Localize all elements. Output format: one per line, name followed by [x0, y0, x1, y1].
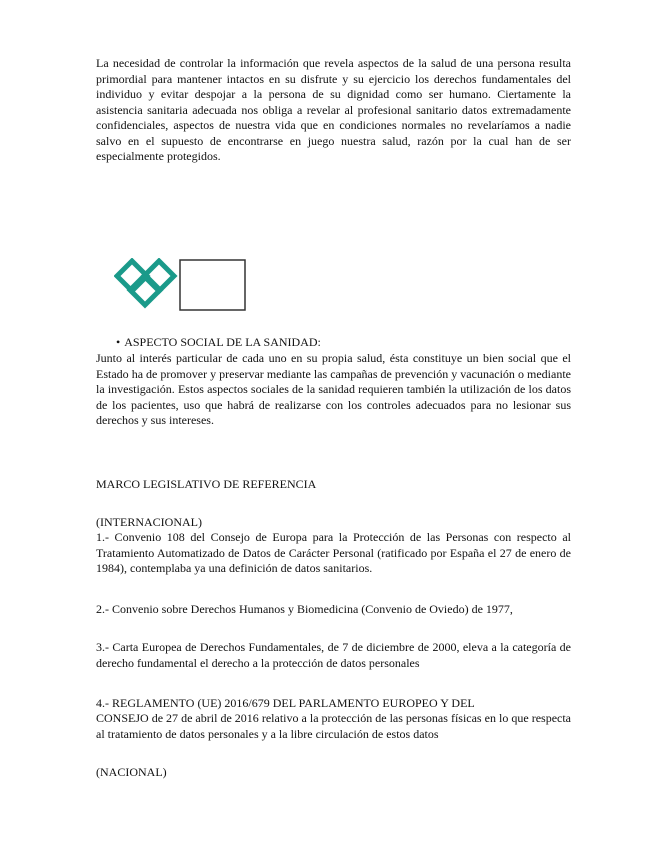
intro-paragraph: La necesidad de controlar la información que revela aspectos de la salud de una persona resulta primordial para mantener intactos en su disfrute y su ejercicio los derechos fundamentales del individuo y evitar despojar a la persona de su dignidad como ser humano. Ciertamente la asistencia sanitaria adecuada nos obliga a revelar al profesional sanitario datos extremadamente confidenciales, aspectos de nuestra vida que en condiciones normales no revelaríamos a nadie salvo en el supuesto de encontrarse en juego nuestra salud, razón por la cual han de ser especialmente protegidos.: [96, 56, 571, 163]
national-label: (NACIONAL): [96, 765, 167, 779]
legal-item-4-first-line: 4.- REGLAMENTO (UE) 2016/679 DEL PARLAMENTO EUROPEO Y DEL: [96, 696, 475, 710]
bullet-marker: •: [116, 335, 121, 349]
legal-item-3: 3.- Carta Europea de Derechos Fundamentales, de 7 de diciembre de 2000, eleva a la categoría de derecho fundamental el derecho a la protección de datos personales: [96, 640, 571, 670]
legal-framework-heading: MARCO LEGISLATIVO DE REFERENCIA: [96, 477, 317, 491]
social-heading-text: ASPECTO SOCIAL DE LA SANIDAD:: [124, 335, 321, 349]
social-paragraph: Junto al interés particular de cada uno en su propia salud, ésta constituye un bien social que el Estado ha de promover y preservar mediante las campañas de prevención y vacunación o mediante la investigación. Estos aspectos sociales de la sanidad requieren también la utilización de los datos de los pacientes, uso que habrá de realizarse con los controles adecuados para no lesionar sus derechos y sus intereses.: [96, 351, 571, 427]
diamond-logo-icon: [114, 258, 248, 314]
legal-item-2: 2.- Convenio sobre Derechos Humanos y Biomedicina (Convenio de Oviedo) de 1977,: [96, 602, 513, 616]
international-label: (INTERNACIONAL): [96, 515, 202, 529]
legal-item-1: 1.- Convenio 108 del Consejo de Europa para la Protección de las Personas con respecto al Tratamiento Automatizado de Datos de Carácter Personal (ratificado por España el 27 de enero de 1984), contemplaba ya una definición de datos sanitarios.: [96, 530, 571, 575]
legal-item-4-rest: CONSEJO de 27 de abril de 2016 relativo a la protección de las personas físicas en lo que respecta al tratamiento de datos personales y a la libre circulación de estos datos: [96, 711, 571, 741]
social-heading: [116, 335, 321, 350]
